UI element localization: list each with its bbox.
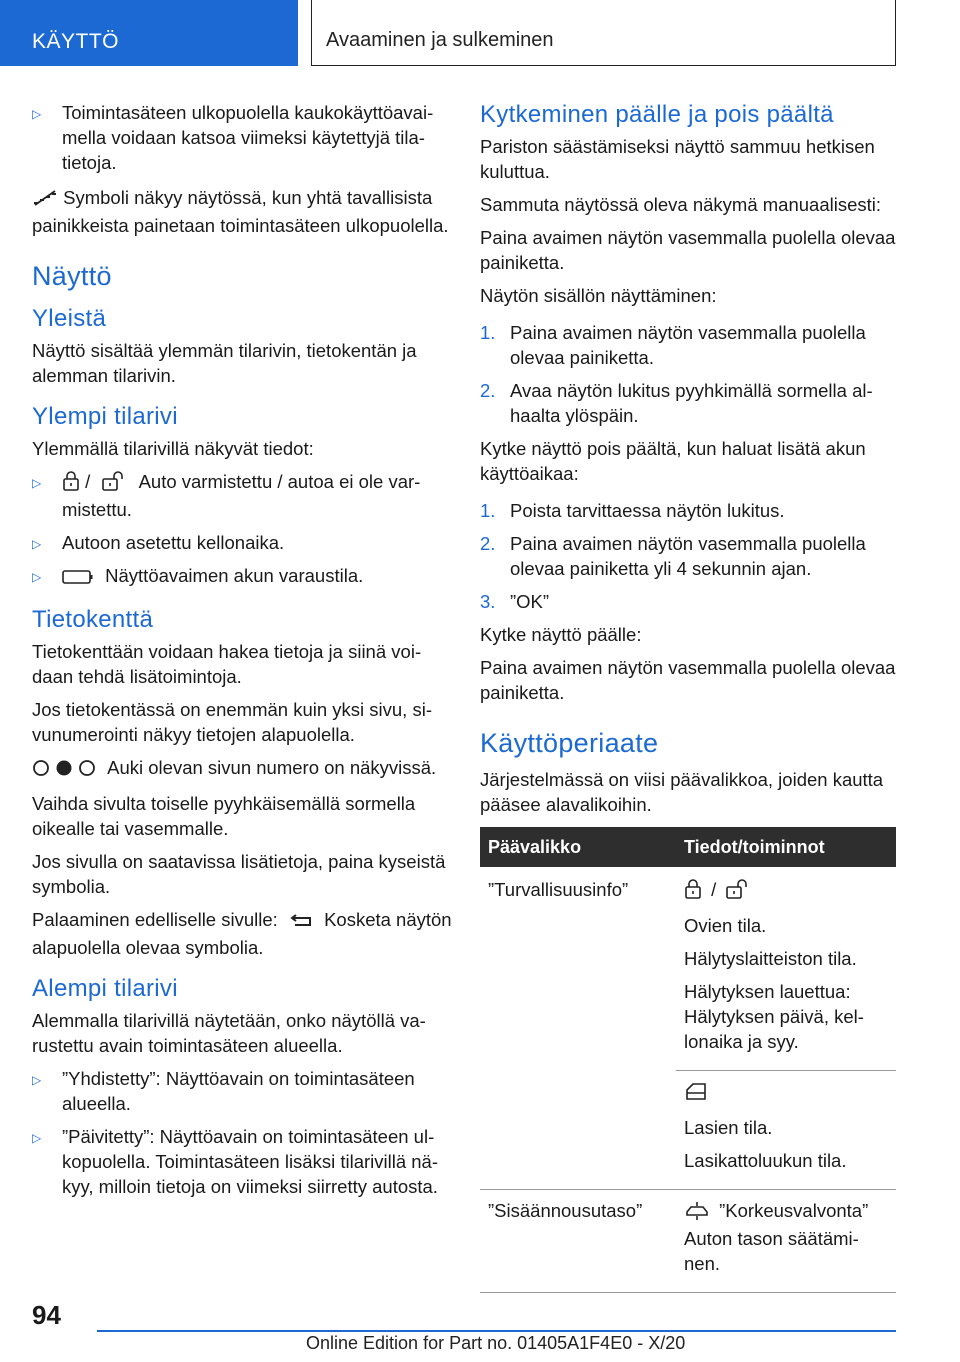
body-text: Paina avaimen näytön vasemmalla puolella olevaa painiketta. [480,227,896,273]
heading-general: Yleistä [32,305,107,332]
menu-table [480,827,896,1293]
lock-open-icon [101,471,127,497]
heading-info-field: Tietokenttä [32,606,154,633]
lock-closed-icon [684,879,702,905]
no-signal-icon [32,188,58,213]
list-item: ▷ Autoon asetettu kellonaika. [32,530,452,555]
heading-on-off: Kytkeminen päälle ja pois päältä [480,101,834,128]
list-item: ▷ Toimintasäteen ulkopuolella kaukokäyttöavaimella voidaan katsoa viimeksi käytettyjä tilatietoja. [32,102,434,173]
body-text: Näytön sisällön näyttäminen: [480,285,717,306]
battery-icon [62,566,94,591]
table-header: Tiedot/toiminnot [676,827,896,867]
footer-divider [97,1330,896,1332]
left-column [32,100,452,1207]
symbol-note: Symboli näkyy näytössä, kun yhtä tavallisista painikkeista painetaan toimintasäteen ulkopuolella. [32,187,449,236]
lock-closed-icon [62,471,80,497]
numbered-item: 1. Poista tarvittaessa näytön lukitus. [480,500,785,521]
body-text: Kytke näyttö päälle: [480,624,642,645]
table-header: Päävalikko [480,827,676,867]
table-cell-menu: ”Sisäännousutaso” [480,1190,676,1293]
lock-open-icon [725,879,751,905]
table-cell-info: ”Korkeusvalvonta” Auton tason säätäminen. [676,1190,896,1293]
car-height-icon [684,1201,710,1226]
body-text: Paina avaimen näytön vasemmalla puolella olevaa painiketta. [480,657,896,703]
info-text: Vaihda sivulta toiselle pyyhkäisemällä sormella oikealle tai vasemmalle. [32,793,416,839]
info-text: Jos sivulla on saatavissa lisätietoja, paina kyseistä symbolia. [32,851,446,897]
triangle-bullet-icon: ▷ [32,107,42,121]
heading-lower-status: Alempi tilarivi [32,975,178,1002]
numbered-item: 2. Avaa näytön lukitus pyyhkimällä sormella alhaalta ylöspäin. [480,380,873,426]
section-tab: KÄYTTÖ [0,0,298,66]
general-text: Näyttö sisältää ylemmän tilarivin, tietokentän ja alemman tilarivin. [32,340,417,386]
body-text: Järjestelmässä on viisi päävalikkoa, joiden kautta pääsee alavalikoihin. [480,769,884,815]
triangle-bullet-icon: ▷ [32,1073,42,1087]
triangle-bullet-icon: ▷ [32,1131,42,1145]
table-cell-info: Lasien tila. Lasikattoluukun tila. [676,1071,896,1190]
list-item: ▷ Näyttöavaimen akun varaustila. [32,563,452,591]
table-cell-menu: ”Turvallisuusinfo” [480,867,676,1190]
heading-display: Näyttö [32,261,112,291]
right-column [480,100,896,1293]
back-arrow-icon [289,910,315,935]
lower-text: Alemmalla tilarivillä näytetään, onko näytöllä varustettu avain toimintasäteen alueella. [32,1010,426,1056]
numbered-item: 2. Paina avaimen näytön vasemmalla puolella olevaa painiketta yli 4 sekunnin ajan. [480,533,866,579]
body-text: Kytke näyttö pois päältä, kun haluat lisätä akun käyttöaikaa: [480,438,866,484]
body-text: Pariston säästämiseksi näyttö sammuu hetkisen kuluttua. [480,136,875,182]
triangle-bullet-icon: ▷ [32,476,42,490]
triangle-bullet-icon: ▷ [32,537,42,551]
info-text: Palaaminen edelliselle sivulle: Kosketa näytön alapuolella olevaa symbolia. [32,909,452,958]
list-item: ▷ / Auto varmistettu / autoa ei ole varmistettu. [32,471,421,520]
info-text: Jos tietokentässä on enemmän kuin yksi sivu, sivunumerointi näkyy tietojen alapuolella. [32,699,432,745]
heading-principle: Käyttöperiaate [480,728,659,758]
edition-text: Online Edition for Part no. 01405A1F4E0 - X/20 [306,1333,686,1353]
page-number: 94 [32,1300,61,1330]
window-icon [684,1081,708,1107]
list-item: ▷ ”Päivitetty”: Näyttöavain on toimintasäteen ulkopuolella. Toimintasäteen lisäksi tilarivillä näkyy, milloin tietoja on viimeksi siirretty autosta. [32,1126,439,1197]
upper-text: Ylemmällä tilarivillä näkyvät tiedot: [32,438,314,459]
body-text: Sammuta näytössä oleva näkymä manuaalisesti: [480,194,882,215]
page-dots-icon [32,758,96,783]
numbered-item: 3. ”OK” [480,591,550,612]
numbered-item: 1. Paina avaimen näytön vasemmalla puolella olevaa painiketta. [480,322,866,368]
info-text: Auki olevan sivun numero on näkyvissä. [32,755,452,783]
info-text: Tietokenttään voidaan hakea tietoja ja siinä voidaan tehdä lisätoimintoja. [32,641,422,687]
page-header [0,0,960,66]
page-title: Avaaminen ja sulkeminen [326,29,554,51]
table-cell-info: / Ovien tila. Hälytyslaitteiston tila. Hälytyksen lauettua: Hälytyksen päivä, kellonaika ja syy. [676,867,896,1071]
list-item: ▷ ”Yhdistetty”: Näyttöavain on toimintasäteen alueella. [32,1068,415,1114]
triangle-bullet-icon: ▷ [32,570,42,584]
heading-upper-status: Ylempi tilarivi [32,403,178,430]
